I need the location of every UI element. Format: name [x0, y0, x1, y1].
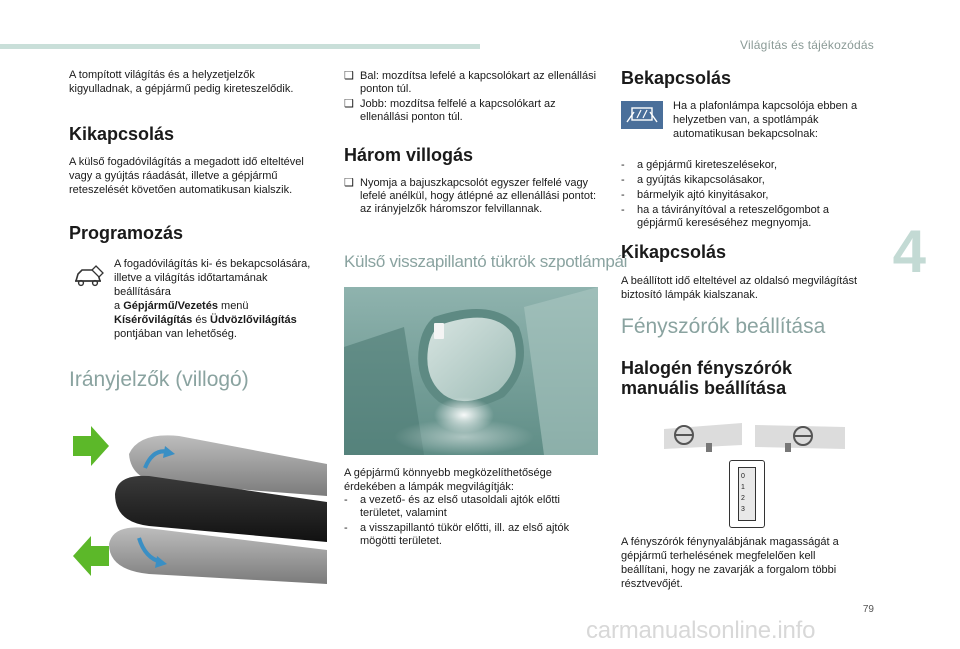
list-item: - a vezető- és az első utasoldali ajtók előtti területet, valamint — [344, 494, 560, 519]
bekapcsolas-paragraph: Ha a plafonlámpa kapcsolója ebben a helyzetben van, a spotlámpák automatikusan bekapcsolnak: — [673, 100, 858, 140]
programozas-item2: Üdvözlővilágítás — [210, 314, 297, 326]
adjust-label: 2 — [741, 495, 745, 502]
kulso-tukrok-heading: Külső visszapillantó tükrök szpotlámpái — [344, 252, 628, 271]
list-item: - ha a távirányítóval a reteszelőgombot a gépjármű kereséséhez megnyomja. — [621, 204, 830, 229]
courtesy-light-icon — [621, 101, 663, 129]
intro-paragraph: A tompított világítás és a helyzetjelzők kigyulladnak, a gépjármű pedig kireteszelődik. — [69, 69, 294, 95]
iranyjelzok-heading: Irányjelzők (villogó) — [69, 368, 249, 391]
programozas-item1: Kísérővilágítás — [114, 314, 193, 326]
header-accent-bar — [0, 44, 480, 49]
programozas-end: pontjában van lehetőség. — [114, 328, 237, 340]
headlight-adjust-knob — [729, 460, 765, 528]
programozas-line1: A fogadóvilágítás ki- és bekapcsolására, illetve a világítás időtartamának beállítására — [114, 258, 311, 298]
steering-wheel-left-illustration — [664, 419, 742, 455]
programozas-menu: Gépjármű/Vezetés — [123, 300, 218, 312]
harom-bullets — [344, 177, 598, 218]
bekapcsolas-bullets — [621, 159, 871, 232]
turn-signal-illustration — [69, 424, 327, 590]
list-item: - a gyújtás kikapcsolásakor, — [621, 174, 765, 186]
mirror-spotlight-image — [344, 287, 598, 455]
programozas-a: a — [114, 300, 124, 312]
adjust-label: 1 — [741, 484, 745, 491]
programozas-menu-suffix: menü — [217, 300, 249, 312]
list-item: - a visszapillantó tükör előtti, ill. az első ajtók mögötti területet. — [344, 522, 570, 547]
programozas-heading: Programozás — [69, 223, 184, 243]
kikapcsolas-paragraph-right: A beállított idő elteltével az oldalsó megvilágítást biztosító lámpák kialszanak. — [621, 275, 858, 301]
page-number: 79 — [862, 604, 874, 615]
chapter-number: 4 — [892, 218, 926, 285]
kulso-paragraph: A gépjármű könnyebb megközelíthetősége érdekében a lámpák megvilágítják: — [344, 467, 552, 493]
halogen-heading-line2: manuális beállítása — [621, 378, 787, 398]
programozas-paragraph — [114, 257, 324, 341]
halogen-heading-line1: Halogén fényszórók — [621, 358, 793, 378]
harom-villogas-heading: Három villogás — [344, 145, 474, 165]
list-item: ❑ Bal: mozdítsa lefelé a kapcsolókart az ellenállási ponton túl. — [344, 70, 597, 95]
fenyszorok-heading: Fényszórók beállítása — [621, 315, 826, 338]
list-item: ❑ Nyomja a bajuszkapcsolót egyszer felfelé vagy lefelé anélkül, hogy átlépné az ellenállási pontot: az irányjelzők háromszor felvillannak. — [344, 177, 597, 215]
kikapcsolas-heading-right: Kikapcsolás — [621, 242, 727, 262]
fenyszorok-paragraph: A fényszórók fénynyalábjának magasságát a gépjármű terhelésének megfelelően kell beállítani, hogy ne zavarják a forgalom többi résztvevőjét. — [621, 536, 839, 590]
kikapcsolas-paragraph: A külső fogadóvilágítás a megadott idő elteltével vagy a gyújtás ráadását, illetve a gépjármű reteszelését követően automatikusan kialszik. — [69, 156, 304, 196]
adjust-label: 0 — [741, 473, 745, 480]
halogen-heading — [621, 358, 792, 398]
car-settings-icon — [72, 262, 106, 290]
kulso-bullets — [344, 494, 598, 550]
steering-wheel-right-illustration — [755, 419, 845, 455]
programozas-and: és — [192, 314, 210, 326]
adjust-scale — [741, 471, 745, 515]
direction-bullets — [344, 70, 596, 126]
bekapcsolas-heading: Bekapcsolás — [621, 68, 732, 88]
chapter-header-title: Világítás és tájékozódás — [740, 38, 874, 52]
watermark: carmanualsonline.info — [586, 617, 816, 644]
list-item: - bármelyik ajtó kinyitásakor, — [621, 189, 769, 201]
list-item: ❑ Jobb: mozdítsa felfelé a kapcsolókart az ellenállási ponton túl. — [344, 98, 556, 123]
list-item: - a gépjármű kireteszelésekor, — [621, 159, 778, 171]
adjust-label: 3 — [741, 506, 745, 513]
kikapcsolas-heading: Kikapcsolás — [69, 124, 175, 144]
